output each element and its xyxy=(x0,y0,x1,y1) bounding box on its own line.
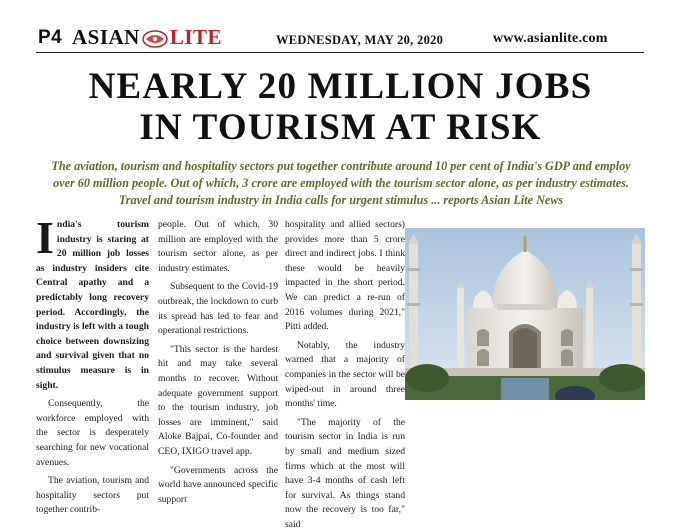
headline-line-2: IN TOURISM AT RISK xyxy=(139,107,542,148)
logo-text-asian: ASIAN xyxy=(72,25,140,49)
masthead-divider xyxy=(36,52,644,53)
body-paragraph: "Governments across the world have announced specific support xyxy=(158,464,278,505)
lede-paragraph xyxy=(36,212,149,393)
article-column-1 xyxy=(36,212,149,518)
headline xyxy=(0,66,681,148)
logo-emblem-icon xyxy=(142,29,168,47)
page-number: P4 xyxy=(38,27,63,48)
lede-text: ndia's tourism industry is staring at 20 million job losses as industry insiders cite Central apathy and a predictably long recovery period. Accordingly, the industry is left with a tough choice between downsizing and survival given that no stimulus measure is in sight. xyxy=(36,219,149,391)
body-paragraph: hospitality and allied sectors) provides more than 5 crore direct and indirect jobs. I think these would be heavily impacted in the short period. We can predict a re-run of 2016 volumes during 2021," Pitti added. xyxy=(285,219,405,333)
drop-cap: I xyxy=(36,212,54,263)
taj-mahal-photo xyxy=(405,228,645,400)
website-link[interactable]: www.asianlite.com xyxy=(493,31,608,46)
article-column-3 xyxy=(285,218,405,532)
body-paragraph: Notably, the industry warned that a majority of companies in the sector will be wiped-out in around three months' time. xyxy=(285,339,405,410)
article-column-2 xyxy=(158,218,278,507)
headline-line-1: NEARLY 20 MILLION JOBS xyxy=(88,66,593,107)
standfirst: The aviation, tourism and hospitality sectors put together contribute around 10 per cent of India's GDP and employ over 60 million people. Out of which, 3 crore are employed with the tourism sector alone, as per industry estimates. Travel and tourism industry in India calls for urgent stimulus ... reports Asian Lite News xyxy=(51,159,631,207)
edition-date: WEDNESDAY, MAY 20, 2020 xyxy=(276,33,444,47)
body-paragraph: people. Out of which, 30 million are employed with the tourism sector alone, as per industry estimates. xyxy=(158,219,278,274)
logo-text-lite: LITE xyxy=(169,25,223,49)
masthead xyxy=(0,0,681,52)
body-paragraph: Consequently, the workforce employed with the sector is desperately searching for new vocational avenues. xyxy=(36,398,149,468)
body-paragraph: Subsequent to the Covid-19 outbreak, the lockdown to curb its spread has led to fear and operational restrictions. xyxy=(158,281,278,337)
body-paragraph: "The majority of the tourism sector in India is run by small and medium sized firms which at the most will have 3-4 months of cash left for survival. As things stand now the recovery is too far," said xyxy=(285,416,405,530)
body-paragraph: "This sector is the hardest hit and may take several months to recover. Without adequate government support to the tourism industry, job losses are imminent," said Aloke Bajpai, Co-founder and CEO, IXIGO travel app. xyxy=(158,343,278,457)
asian-lite-logo[interactable] xyxy=(72,25,222,50)
body-paragraph: The aviation, tourism and hospitality sectors put together contrib- xyxy=(36,475,149,516)
